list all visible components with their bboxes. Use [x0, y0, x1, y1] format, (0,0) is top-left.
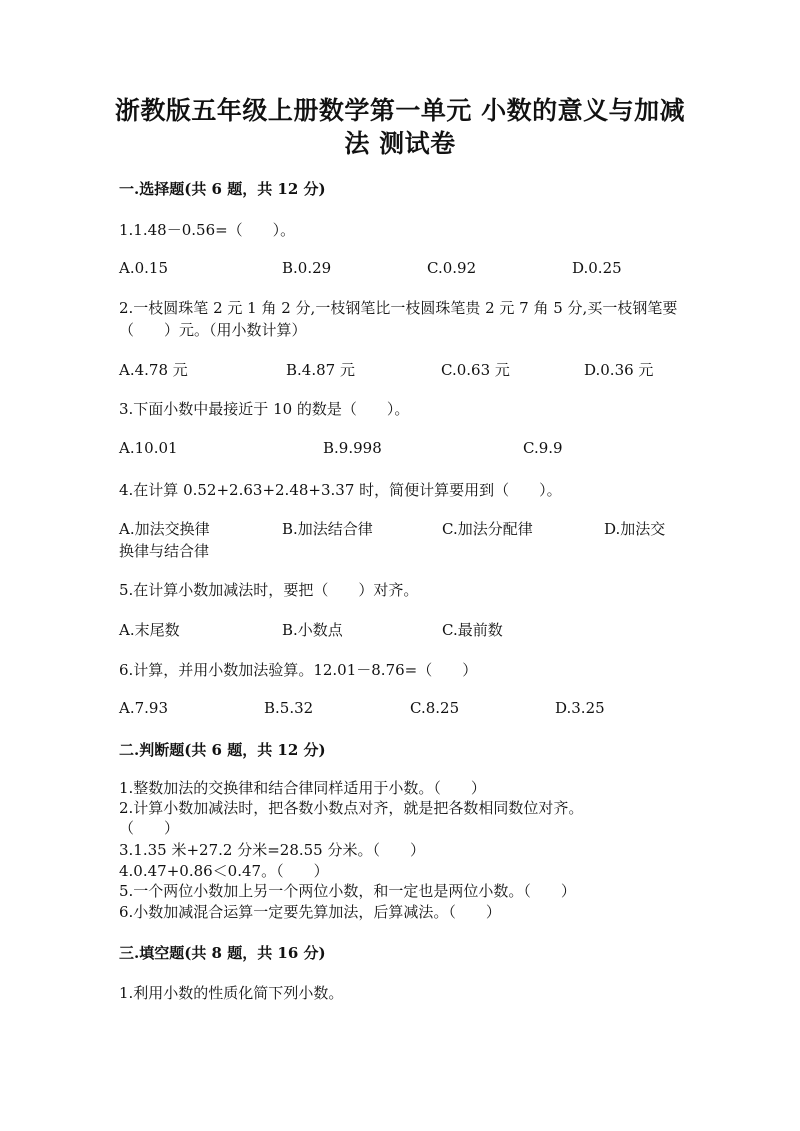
question-6: 6.计算，并用小数加法验算。12.01－8.76=（ ）: [119, 661, 478, 679]
option-2d: D.0.36 元: [584, 361, 654, 379]
section-heading-judge: 二.判断题(共 6 题，共 12 分): [119, 741, 326, 759]
question-3: 3.下面小数中最接近于 10 的数是（ ）。: [119, 400, 410, 418]
option-1a: A.0.15: [119, 259, 168, 277]
judge-item-2-continued: （ ）: [119, 819, 180, 837]
option-1d: D.0.25: [572, 259, 622, 277]
option-3a: A.10.01: [119, 439, 178, 457]
question-5: 5.在计算小数加减法时，要把（ ）对齐。: [119, 581, 419, 599]
option-2c: C.0.63 元: [441, 361, 510, 379]
section-heading-choice: 一.选择题(共 6 题，共 12 分): [119, 180, 326, 198]
option-6b: B.5.32: [264, 699, 314, 717]
page-title: 浙教版五年级上册数学第一单元 小数的意义与加减法 测试卷: [114, 96, 686, 158]
judge-item-2: 2.计算小数加减法时，把各数小数点对齐，就是把各数相同数位对齐。: [119, 799, 584, 817]
judge-item-1: 1.整数加法的交换律和结合律同样适用于小数。（ ）: [119, 779, 486, 797]
option-4c: C.加法分配律: [442, 520, 533, 538]
option-5c: C.最前数: [442, 621, 503, 639]
option-2b: B.4.87 元: [286, 361, 355, 379]
question-4: 4.在计算 0.52+2.63+2.48+3.37 时，简便计算要用到（ ）。: [119, 481, 562, 499]
option-4d-continued: 换律与结合律: [119, 542, 210, 560]
option-3c: C.9.9: [523, 439, 563, 457]
option-5a: A.末尾数: [119, 621, 180, 639]
fill-item-1: 1.利用小数的性质化简下列小数。: [119, 984, 344, 1002]
option-6c: C.8.25: [410, 699, 460, 717]
question-1: 1.1.48－0.56=（ ）。: [119, 221, 296, 239]
option-4a: A.加法交换律: [119, 520, 210, 538]
section-heading-fill: 三.填空题(共 8 题，共 16 分): [119, 944, 326, 962]
option-2a: A.4.78 元: [119, 361, 188, 379]
option-4b: B.加法结合律: [282, 520, 373, 538]
judge-item-6: 6.小数加减混合运算一定要先算加法，后算减法。（ ）: [119, 903, 501, 921]
option-5b: B.小数点: [282, 621, 343, 639]
judge-item-4: 4.0.47+0.86＜0.47。（ ）: [119, 862, 329, 880]
option-3b: B.9.998: [323, 439, 382, 457]
option-1c: C.0.92: [427, 259, 477, 277]
judge-item-3: 3.1.35 米+27.2 分米=28.55 分米。（ ）: [119, 841, 425, 859]
option-1b: B.0.29: [282, 259, 332, 277]
judge-item-5: 5.一个两位小数加上另一个两位小数，和一定也是两位小数。（ ）: [119, 882, 576, 900]
question-2: 2.一枝圆珠笔 2 元 1 角 2 分,一枝钢笔比一枝圆珠笔贵 2 元 7 角 5 分,买一枝钢笔要（ ）元。（用小数计算）: [119, 299, 678, 339]
option-6a: A.7.93: [119, 699, 168, 717]
option-4d: D.加法交: [604, 520, 666, 538]
option-6d: D.3.25: [555, 699, 605, 717]
